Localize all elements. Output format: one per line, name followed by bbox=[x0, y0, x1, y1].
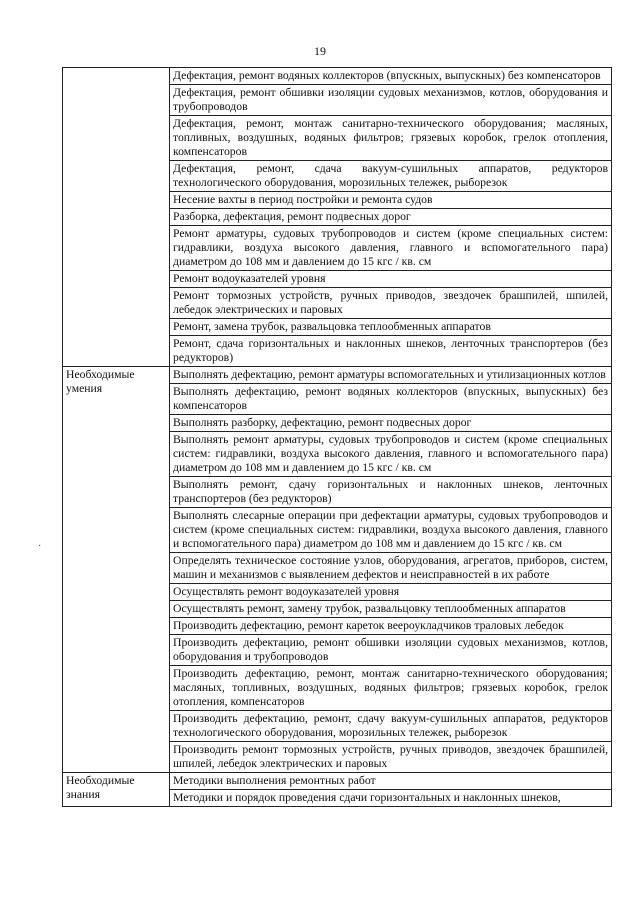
requirement-item: Выполнять ремонт арматуры, судовых трубопроводов и систем (кроме специальных систем: гидравлики, воздуха высокого давления, главного и вспомогательного пара) диаметром до 108 мм и давлением до 15 кгс / кв. см bbox=[170, 432, 612, 477]
requirement-item: Дефектация, ремонт, монтаж санитарно-технического оборудования; масляных, топливных, воздушных, водяных фильтров; грязевых коробок, грелок отопления, компенсаторов bbox=[170, 116, 612, 161]
requirement-item: Дефектация, ремонт, сдача вакуум-сушильных аппаратов, редукторов технологического оборудования, морозильных тележек, рыборезок bbox=[170, 161, 612, 192]
requirement-item: Ремонт водоуказателей уровня bbox=[170, 271, 612, 288]
table-row bbox=[63, 68, 612, 85]
requirement-item: Дефектация, ремонт обшивки изоляции судовых механизмов, котлов, оборудования и трубопроводов bbox=[170, 85, 612, 116]
requirement-item: Определять техническое состояние узлов, оборудования, агрегатов, приборов, систем, машин и механизмов с выявлением дефектов и неисправностей в их работе bbox=[170, 553, 612, 584]
requirement-item: Осуществлять ремонт водоуказателей уровня bbox=[170, 584, 612, 601]
requirement-item: Выполнять дефектацию, ремонт арматуры вспомогательных и утилизационных котлов bbox=[170, 367, 612, 384]
requirement-item: Ремонт тормозных устройств, ручных приводов, звездочек брашпилей, шпилей, лебедок электрических и паровых bbox=[170, 288, 612, 319]
requirement-item: Ремонт, замена трубок, развальцовка теплообменных аппаратов bbox=[170, 319, 612, 336]
section-label: Необходимые знания bbox=[63, 773, 170, 807]
requirement-item: Выполнять разборку, дефектацию, ремонт подвесных дорог bbox=[170, 415, 612, 432]
requirement-item: Производить дефектацию, ремонт, монтаж санитарно-технического оборудования; масляных, топливных, воздушных, водяных фильтров; грязевых коробок, грелок отопления, компенсаторов bbox=[170, 666, 612, 711]
requirement-item: Методики выполнения ремонтных работ bbox=[170, 773, 612, 790]
requirement-item: Ремонт, сдача горизонтальных и наклонных шнеков, ленточных транспортеров (без редукторов) bbox=[170, 336, 612, 367]
requirement-item: Производить дефектацию, ремонт кареток веероукладчиков траловых лебедок bbox=[170, 618, 612, 635]
requirement-item: Дефектация, ремонт водяных коллекторов (впускных, выпускных) без компенсаторов bbox=[170, 68, 612, 85]
requirements-table-body bbox=[63, 68, 612, 807]
requirement-item: Производить дефектацию, ремонт, сдачу вакуум-сушильных аппаратов, редукторов технологического оборудования, морозильных тележек, рыборезок bbox=[170, 711, 612, 742]
requirement-item: Выполнять слесарные операции при дефектации арматуры, судовых трубопроводов и систем (кроме специальных систем: гидравлики, воздуха высокого давления, главного и вспомогательного пара) диаметром до 108 мм и давлением до 15 кгс / кв. см bbox=[170, 508, 612, 553]
requirement-item: Методики и порядок проведения сдачи горизонтальных и наклонных шнеков, bbox=[170, 790, 612, 807]
section-label: Необходимые умения bbox=[63, 367, 170, 773]
requirement-item: Производить дефектацию, ремонт обшивки изоляции судовых механизмов, котлов, оборудования и трубопроводов bbox=[170, 635, 612, 666]
requirement-item: Производить ремонт тормозных устройств, ручных приводов, звездочек брашпилей, шпилей, лебедок электрических и паровых bbox=[170, 742, 612, 773]
table-row bbox=[63, 773, 612, 790]
requirement-item: Осуществлять ремонт, замену трубок, развальцовку теплообменных аппаратов bbox=[170, 601, 612, 618]
requirement-item: Выполнять ремонт, сдачу горизонтальных и наклонных шнеков, ленточных транспортеров (без редукторов) bbox=[170, 477, 612, 508]
requirement-item: Разборка, дефектация, ремонт подвесных дорог bbox=[170, 209, 612, 226]
margin-mark: · bbox=[38, 541, 42, 552]
page-number: 19 bbox=[314, 44, 326, 58]
section-label bbox=[63, 68, 170, 367]
table-row bbox=[63, 367, 612, 384]
requirements-table bbox=[62, 67, 612, 807]
requirement-item: Выполнять дефектацию, ремонт водяных коллекторов (впускных, выпускных) без компенсаторов bbox=[170, 384, 612, 415]
requirement-item: Ремонт арматуры, судовых трубопроводов и систем (кроме специальных систем: гидравлики, воздуха высокого давления, главного и вспомогательного пара) диаметром до 108 мм и давлением до 15 кгс / кв. см bbox=[170, 226, 612, 271]
requirement-item: Несение вахты в период постройки и ремонта судов bbox=[170, 192, 612, 209]
